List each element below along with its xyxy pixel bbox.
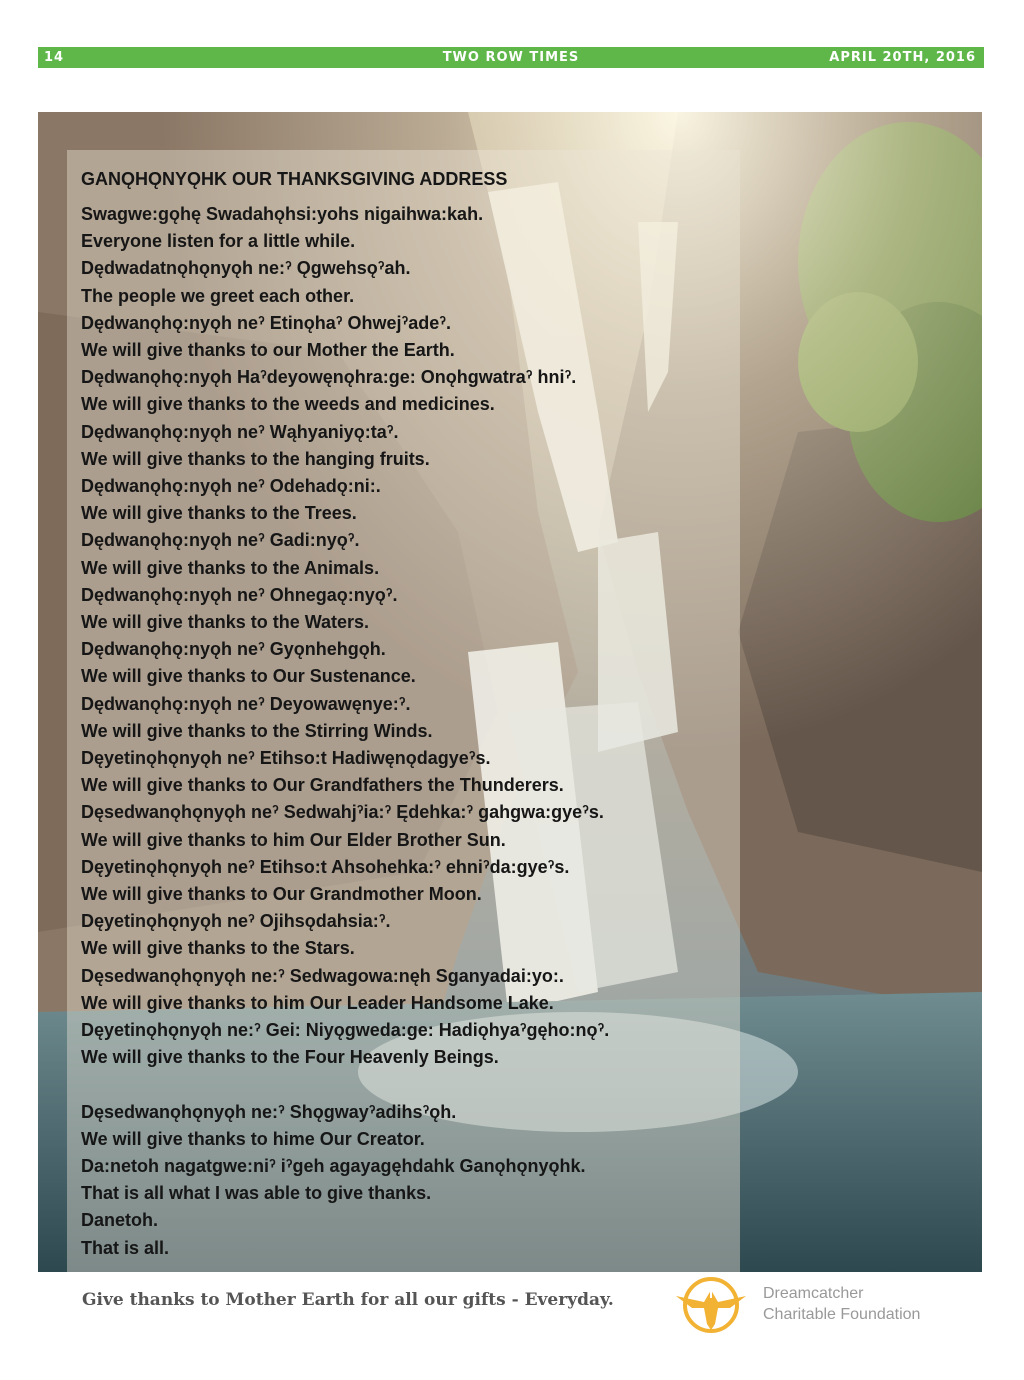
address-line: Dędwanǫhǫ:nyǫh neˀ Odehadǫ:ni:. (81, 476, 381, 497)
address-line: Swagwe:gǫhę Swadahǫhsi:yohs nigaihwa:kah. (81, 204, 484, 224)
address-line: We will give thanks to him Our Elder Brother Sun. (81, 829, 506, 850)
address-title: GANǪHǪNYǪHK OUR THANKSGIVING ADDRESS (81, 169, 508, 189)
address-line: Dęyetinǫhǫnyǫh neˀ Etihso:t Hadiwęnǫdagyeˀs. (81, 748, 491, 769)
sponsor-line-2: Charitable Foundation (763, 1306, 921, 1323)
footer-tagline: Give thanks to Mother Earth for all our gifts - Everyday. (82, 1290, 614, 1310)
address-line: We will give thanks to Our Sustenance. (81, 666, 416, 687)
address-line: Dędwanǫhǫ:nyǫh neˀ Etinǫhaˀ Ohwejˀadeˀ. (81, 312, 452, 333)
address-line: We will give thanks to the Trees. (81, 503, 357, 524)
closing-line: That is all what I was able to give thanks. (81, 1183, 432, 1204)
address-line: We will give thanks to the hanging fruits. (81, 448, 430, 469)
eagle-cross-icon (674, 1276, 748, 1334)
sponsor-name (763, 1283, 920, 1325)
address-line: We will give thanks to the Stars. (81, 938, 355, 959)
closing-line: We will give thanks to hime Our Creator. (81, 1128, 425, 1149)
address-line: We will give thanks to Our Grandfathers the Thunderers. (81, 775, 564, 796)
address-line: Dędwanǫhǫ:nyǫh neˀ Deyowawęnye:ˀ. (81, 693, 411, 714)
address-line: Everyone listen for a little while. (81, 231, 356, 252)
address-line: Dęyetinǫhǫnyǫh neˀ Etihso:t Ahsohehka:ˀ ehniˀda:gyeˀs. (81, 856, 570, 877)
address-line: We will give thanks to the Waters. (81, 612, 370, 633)
page-number: 14 (44, 50, 65, 65)
address-line: Dęsedwanǫhǫnyǫh neˀ Sedwahjˀia:ˀ Ędehka:ˀ gahgwa:gyeˀs. (81, 802, 604, 823)
address-line: Dędwanǫhǫ:nyǫh neˀ Gadi:nyǫˀ. (81, 530, 360, 551)
issue-date: APRIL 20TH, 2016 (829, 50, 976, 65)
address-line: We will give thanks to the Stirring Winds. (81, 720, 433, 741)
address-line: The people we greet each other. (81, 285, 355, 306)
address-line: Dędwanǫhǫ:nyǫh neˀ Gyǫnhehgǫh. (81, 639, 386, 660)
closing-line: Danetoh. (81, 1210, 159, 1231)
closing-line: Da:netoh nagatgwe:niˀ iˀgeh agayagęhdahk Ganǫhǫnyǫhk. (81, 1155, 586, 1176)
address-line: We will give thanks to him Our Leader Handsome Lake. (81, 992, 554, 1013)
sponsor-line-1: Dreamcatcher (763, 1285, 864, 1302)
address-line: We will give thanks to Our Grandmother Moon. (81, 884, 482, 905)
closing-line: Dęsedwanǫhǫnyǫh ne:ˀ Shǫgwayˀadihsˀǫh. (81, 1101, 457, 1122)
address-line: We will give thanks to the Animals. (81, 557, 380, 578)
address-line: Dęyetinǫhǫnyǫh neˀ Ojihsǫdahsia:ˀ. (81, 911, 391, 932)
address-line: Dędwanǫhǫ:nyǫh neˀ Ohnegaǫ:nyǫˀ. (81, 584, 398, 605)
stanza-gap (81, 1072, 721, 1099)
address-line: Dędwanǫhǫ:nyǫh Haˀdeyowęnǫhra:ge: Onǫhgwatraˀ hniˀ. (81, 367, 577, 388)
address-line: Dędwadatnǫhǫnyǫh ne:ˀ Ǫgwehsǫˀah. (81, 258, 411, 279)
address-line: We will give thanks to the weeds and medicines. (81, 394, 495, 415)
page-header-bar (38, 47, 984, 68)
address-line: We will give thanks to the Four Heavenly Beings. (81, 1047, 499, 1068)
address-line: Dęyetinǫhǫnyǫh ne:ˀ Gei: Niyǫgweda:ge: Hadiǫhyaˀgęho:nǫˀ. (81, 1020, 610, 1041)
address-line: Dędwanǫhǫ:nyǫh neˀ Wąhyaniyǫ:taˀ. (81, 421, 399, 442)
address-line: We will give thanks to our Mother the Earth. (81, 340, 455, 361)
closing-line: That is all. (81, 1237, 170, 1258)
thanksgiving-address (81, 165, 721, 1262)
publication-name: TWO ROW TIMES (442, 50, 580, 65)
address-line: Dęsedwanǫhǫnyǫh ne:ˀ Sedwagowa:nęh Sganyadai:yo:. (81, 965, 564, 986)
